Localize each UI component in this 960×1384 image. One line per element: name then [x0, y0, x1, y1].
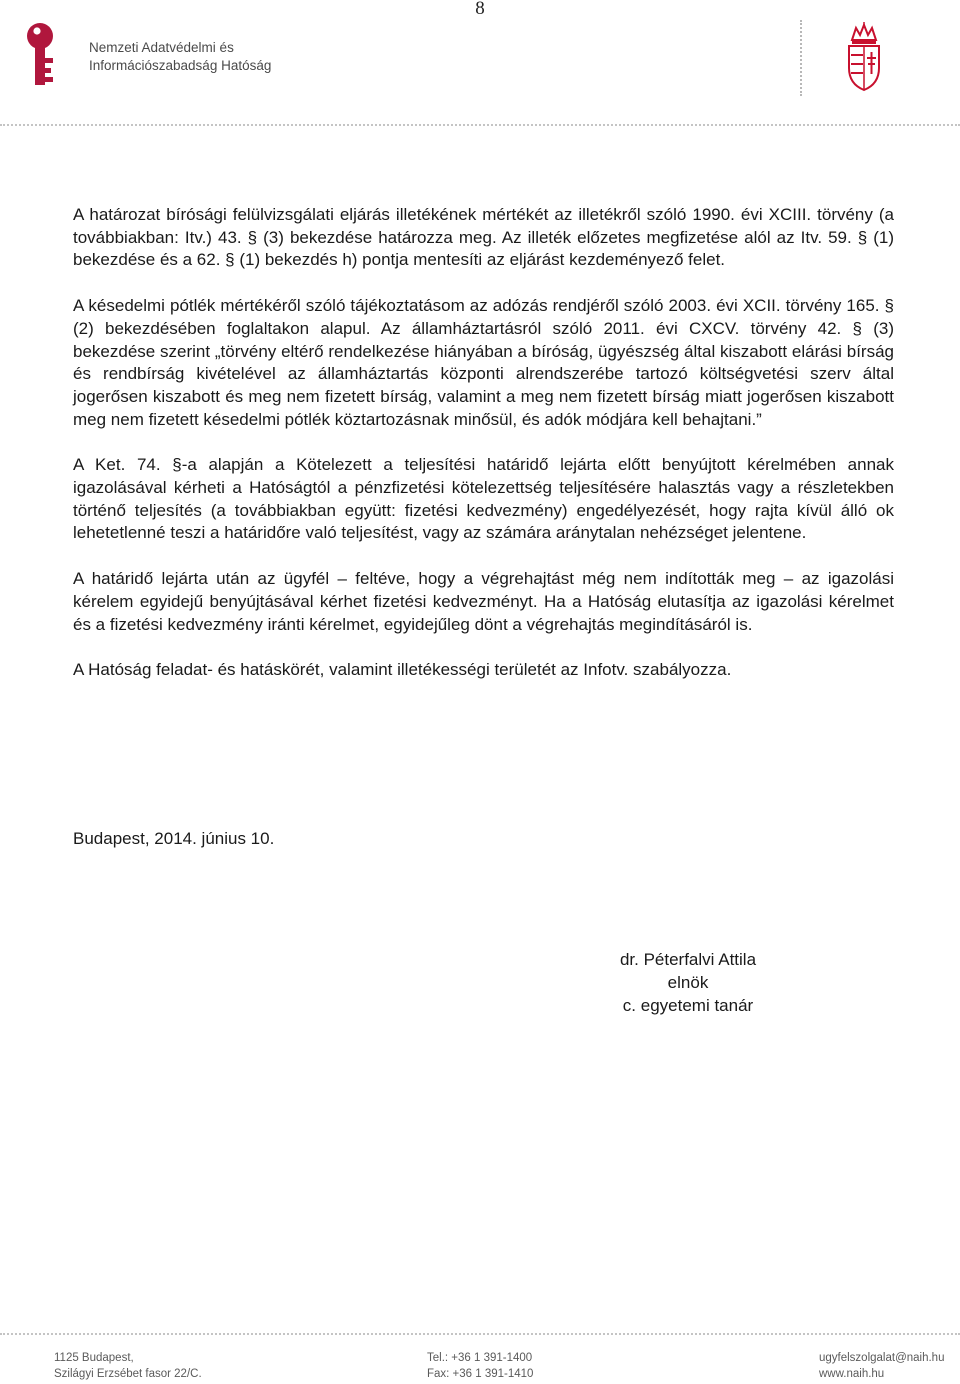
org-name-line2: Információszabadság Hatóság	[89, 58, 272, 73]
footer-contact	[819, 1350, 944, 1382]
header-divider	[0, 124, 960, 126]
date-line: Budapest, 2014. június 10.	[73, 829, 275, 848]
footer-fax: Fax: +36 1 391-1410	[427, 1368, 534, 1380]
signatory-title: elnök	[667, 973, 709, 992]
footer-address	[54, 1350, 202, 1382]
org-name-line1: Nemzeti Adatvédelmi és	[89, 40, 234, 55]
paragraph-after-deadline: A határidő lejárta után az ügyfél – feltéve, hogy a végrehajtást még nem indították meg – az igazolási kérelem egyidejű benyújtásával kérhet fizetési kedvezményt. Ha a Hatóság elutasítja az igazolási kérelmet és a fizetési kedvezmény iránti kérelmet, egyidejűleg dönt a végrehajtás megindításáról is.	[73, 569, 894, 634]
footer-web: www.naih.hu	[819, 1368, 885, 1380]
paragraph-authority-competence: A Hatóság feladat- és hatáskörét, valamint illetékességi területét az Infotv. szabályozza.	[73, 660, 732, 680]
paragraph-court-fee: A határozat bírósági felülvizsgálati eljárás illetékének mértékét az illetékről szóló 1990. évi XCIII. törvény (a továbbiakban: Itv.) 43. § (3) bekezdése határozza meg. Az illeték előzetes megfizetése alól az Itv. 59. § (1) bekezdése és a 62. § (1) bekezdés h) pontja mentesíti az eljárást kezdeményező felet.	[73, 205, 894, 270]
footer-tel: Tel.: +36 1 391-1400	[427, 1352, 533, 1364]
header-separator	[800, 20, 802, 96]
signatory-role: c. egyetemi tanár	[622, 996, 754, 1015]
footer-divider	[0, 1333, 960, 1335]
footer-email: ugyfelszolgalat@naih.hu	[819, 1352, 945, 1364]
document-body	[73, 204, 894, 682]
coat-of-arms-icon	[844, 22, 884, 92]
page-number: 8	[475, 0, 485, 19]
signature-block	[588, 948, 788, 1017]
signatory-name: dr. Péterfalvi Attila	[619, 950, 757, 969]
key-logo-icon	[24, 20, 64, 90]
organization-name	[89, 39, 271, 75]
paragraph-late-fee: A késedelmi pótlék mértékéről szóló tájékoztatásom az adózás rendjéről szóló 2003. évi XCII. törvény 165. § (2) bekezdésében foglaltakon alapul. Az államháztartásról szóló 2011. évi CXCV. törvény 42. § (3) bekezdése szerint „törvény eltérő rendelkezése hiányában a bíróság, ügyészség által kiszabott elárási bírság és rendbírság kivételével az államháztartás központi alrendszerébe tartozó költségvetési szerv által jogerősen kiszabott és meg nem fizetett bírság, valamint a meg nem fizetett bírság miatt jogerősen kiszabott meg nem fizetett késedelmi pótlék köztartozásnak minősül, és adók módjára kell behajtani.”	[73, 296, 894, 429]
footer-address-line2: Szilágyi Erzsébet fasor 22/C.	[54, 1368, 202, 1380]
footer-phone	[427, 1350, 533, 1382]
paragraph-payment-relief: A Ket. 74. §-a alapján a Kötelezett a teljesítési határidő lejárta előtt benyújtott kérelmében annak igazolásával kérheti a Hatóságtól a pénzfizetési kötelezettség teljesítésére halasztás vagy a részletekben történő teljesítés (a továbbiakban együtt: fizetési kedvezmény) engedélyezését, hogy rajta kívül álló ok lehetetlenné teszi a határidőre való teljesítést, vagy az számára aránytalan nehézséget jelentene.	[73, 455, 894, 543]
footer-address-line1: 1125 Budapest,	[54, 1352, 134, 1364]
